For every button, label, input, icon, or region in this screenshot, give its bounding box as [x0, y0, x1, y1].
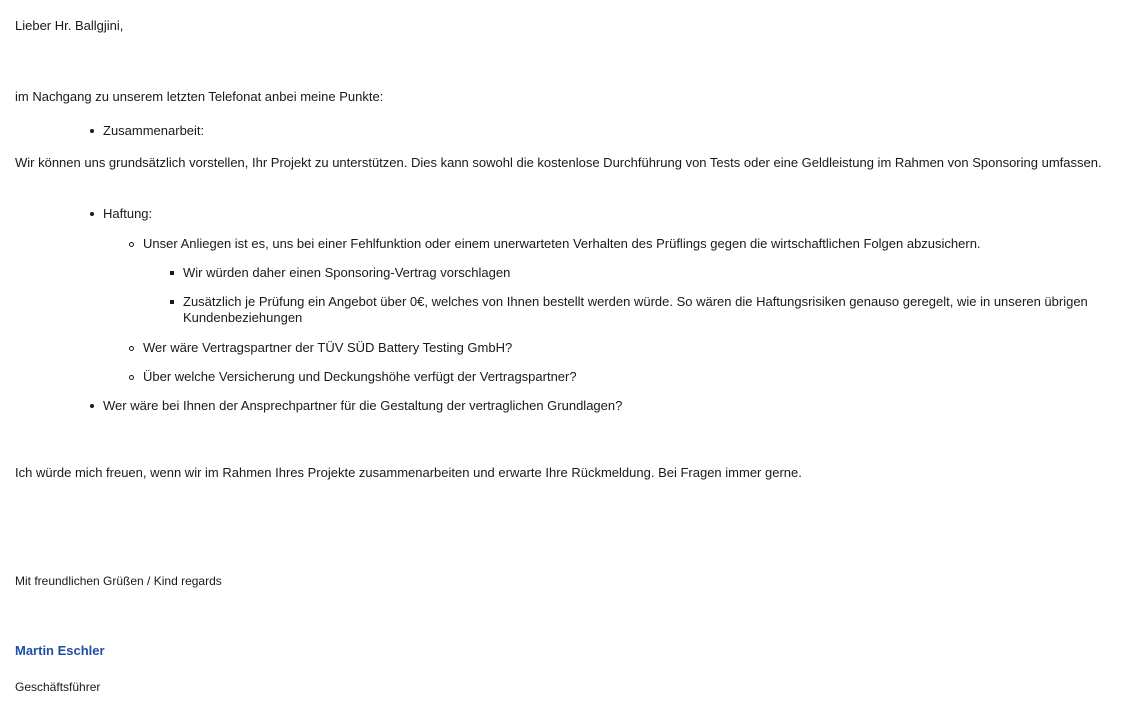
- bullet-disc-icon: [90, 212, 94, 216]
- sponsoring-contract-text: Wir würden daher einen Sponsoring-Vertrag vorschlagen: [183, 265, 511, 280]
- collaboration-paragraph: Wir können uns grundsätzlich vorstellen, Ihr Projekt zu unterstützen. Dies kann sowohl die kostenlose Durchführung von Tests oder eine Geldleistung im Rahmen von Sponsoring umfassen.: [15, 155, 1102, 170]
- signature-name: Martin Eschler: [15, 643, 105, 658]
- bullet-square-icon: [170, 271, 174, 275]
- collaboration-label: Zusammenarbeit:: [103, 123, 205, 138]
- liability-concern-text: Unser Anliegen ist es, uns bei einer Fehlfunktion oder einem unerwarteten Verhalten des Prüflings gegen die wirtschaftlichen Folgen abzusichern.: [143, 236, 981, 251]
- contract-partner-text: Wer wäre Vertragspartner der TÜV SÜD Battery Testing GmbH?: [143, 340, 513, 355]
- signature-title: Geschäftsführer: [15, 680, 101, 694]
- list-item-contact-question: [103, 398, 622, 414]
- greeting: Lieber Hr. Ballgjini,: [15, 18, 124, 33]
- bullet-circle-icon: [129, 242, 134, 247]
- list-item-sponsoring-contract: [183, 265, 510, 281]
- bullet-circle-icon: [129, 346, 134, 351]
- list-item-liability-concern: [143, 236, 981, 252]
- intro-paragraph: im Nachgang zu unserem letzten Telefonat anbei meine Punkte:: [15, 89, 384, 104]
- bullet-disc-icon: [90, 129, 94, 133]
- insurance-text: Über welche Versicherung und Deckungshöhe verfügt der Vertragspartner?: [143, 369, 577, 384]
- bullet-circle-icon: [129, 375, 134, 380]
- liability-label: Haftung:: [103, 206, 153, 221]
- list-item-contract-partner: [143, 340, 512, 356]
- closing-paragraph: Ich würde mich freuen, wenn wir im Rahmen Ihres Projekte zusammenarbeiten und erwarte Ihre Rückmeldung. Bei Fragen immer gerne.: [15, 465, 802, 480]
- list-item-liability: [103, 206, 152, 222]
- offer-text: Zusätzlich je Prüfung ein Angebot über 0€, welches von Ihnen bestellt werden würde. So wären die Haftungsrisiken genauso geregelt, wie in unseren übrigen Kundenbeziehungen: [183, 294, 1088, 325]
- list-item-collaboration: [103, 123, 204, 139]
- bullet-disc-icon: [90, 404, 94, 408]
- list-item-offer: [183, 294, 1123, 326]
- list-item-insurance: [143, 369, 577, 385]
- regards-line: Mit freundlichen Grüßen / Kind regards: [15, 574, 222, 588]
- contact-question-text: Wer wäre bei Ihnen der Ansprechpartner für die Gestaltung der vertraglichen Grundlagen?: [103, 398, 623, 413]
- bullet-square-icon: [170, 300, 174, 304]
